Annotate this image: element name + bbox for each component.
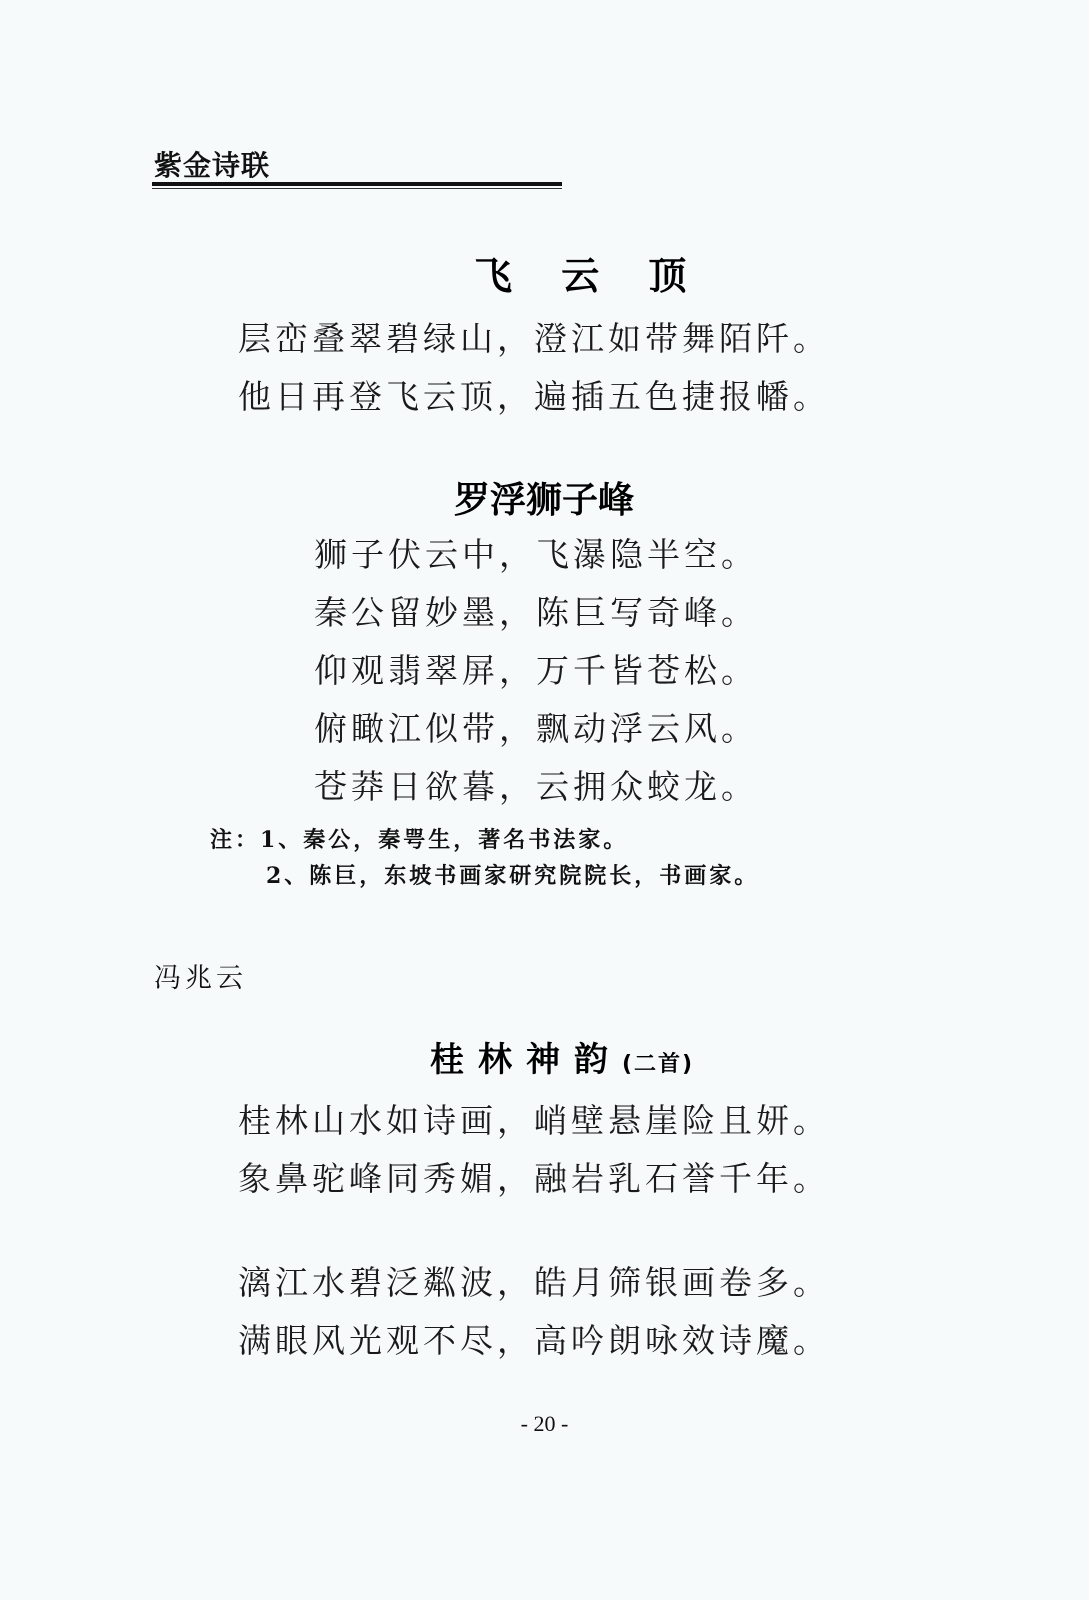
- poem-stanza-2: [238, 1254, 830, 1370]
- poem-title-guilin: [430, 1038, 694, 1087]
- verse-line: 仰观翡翠屏，万千皆苍松。: [314, 651, 758, 690]
- header-underline-thin: [152, 188, 562, 189]
- page-number: - 20 -: [520, 1411, 569, 1436]
- poem-title-text: 桂林神韵: [430, 1040, 622, 1080]
- poem-stanza-1: [238, 1092, 830, 1208]
- author-name: 冯兆云: [154, 963, 247, 994]
- verse-line: 狮子伏云中，飞瀑隐半空。: [314, 535, 758, 574]
- header-underline: [152, 182, 562, 186]
- verse-line: 满眼风光观不尽，高吟朗咏效诗魔。: [238, 1321, 830, 1360]
- verse-line: 俯瞰江似带，飘动浮云风。: [314, 709, 758, 748]
- verse-line: 他日再登飞云顶，遍插五色捷报幡。: [238, 377, 830, 416]
- note-line: 2、陈巨，东坡书画家研究院院长，书画家。: [266, 863, 760, 889]
- verse-line: 秦公留妙墨，陈巨写奇峰。: [314, 593, 758, 632]
- poem-notes: [210, 822, 759, 894]
- verse-line: 漓江水碧泛粼波，皓月筛银画卷多。: [238, 1263, 830, 1302]
- poem-body-luofu: [314, 526, 758, 816]
- poem-title-feiyunding: 飞 云 顶: [474, 254, 705, 298]
- note-line: 注：1、秦公，秦咢生，著名书法家。: [210, 827, 629, 853]
- poem-body-feiyunding: [238, 310, 830, 426]
- poem-subtitle: (二首): [622, 1052, 695, 1077]
- verse-line: 苍莽日欲暮，云拥众蛟龙。: [314, 767, 758, 806]
- section-title: 紫金诗联: [154, 149, 271, 182]
- poem-title-luofu: 罗浮狮子峰: [454, 480, 635, 521]
- verse-line: 象鼻驼峰同秀媚，融岩乳石誉千年。: [238, 1159, 830, 1198]
- verse-line: 层峦叠翠碧绿山，澄江如带舞陌阡。: [238, 319, 830, 358]
- verse-line: 桂林山水如诗画，峭壁悬崖险且妍。: [238, 1101, 830, 1140]
